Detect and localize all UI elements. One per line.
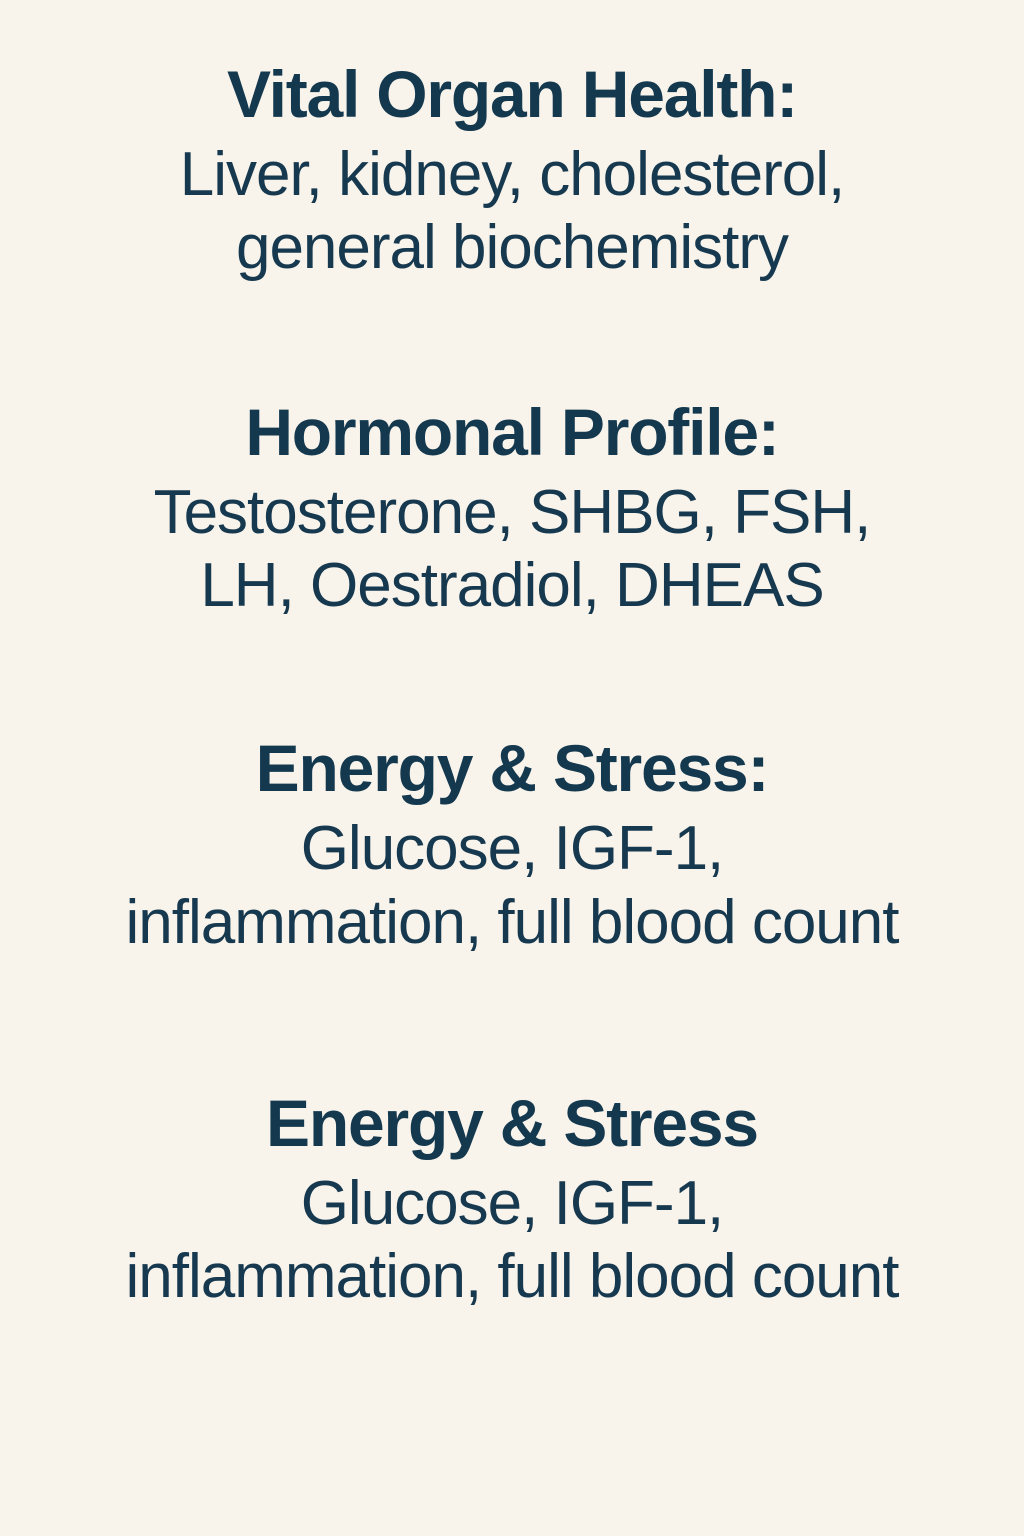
section-body-line: Glucose, IGF-1,	[300, 814, 724, 884]
section-body-line: Liver, kidney, cholesterol,	[179, 139, 845, 209]
section-body-line: inflammation, full blood count	[125, 887, 899, 957]
section-hormonal-profile	[10, 396, 1014, 622]
section-heading: Energy & Stress:	[255, 731, 769, 806]
section-body	[10, 476, 1014, 622]
section-body-line: inflammation, full blood count	[125, 1241, 899, 1311]
section-body	[10, 138, 1014, 284]
section-body	[10, 1167, 1014, 1313]
section-body-line: general biochemistry	[235, 213, 789, 283]
section-body	[10, 812, 1014, 958]
section-body-line: LH, Oestradiol, DHEAS	[200, 551, 824, 621]
section-body-line: Testosterone, SHBG, FSH,	[153, 478, 871, 548]
section-heading: Vital Organ Health:	[226, 57, 798, 131]
section-energy-stress	[10, 732, 1014, 958]
section-heading: Hormonal Profile:	[245, 395, 779, 470]
section-heading: Energy & Stress	[266, 1085, 758, 1160]
section-vital-organ-health	[10, 58, 1014, 284]
section-energy-stress-duplicate	[10, 1087, 1014, 1313]
section-body-line: Glucose, IGF-1,	[300, 1168, 724, 1238]
